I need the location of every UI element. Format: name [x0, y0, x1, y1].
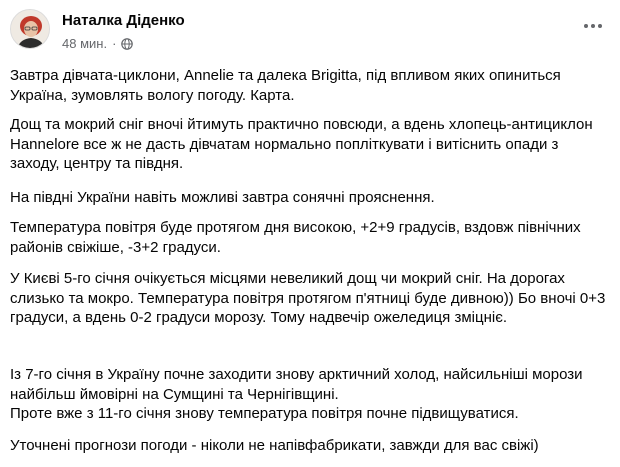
post-paragraph: У Києві 5-го січня очікується місцями невеликий дощ чи мокрий сніг. На дорогах слизько та мокро. Температура повітря протягом п'ятниці буде дивною)) Бо вночі 0+3 градуси, а вдень 0-2 градуси морозу. Тому надвечір ожеледиця зміцніє.: [10, 270, 606, 326]
author-avatar[interactable]: [10, 9, 50, 49]
meta-separator: ·: [112, 36, 117, 51]
post-paragraph: Уточнені прогнози погоди - ніколи не напівфабрикати, завжди для вас свіжі): [10, 437, 539, 454]
post-meta: [62, 36, 133, 51]
more-options-button[interactable]: [578, 11, 608, 41]
post-paragraph: Дощ та мокрий сніг вночі йтимуть практично повсюди, а вдень хлопець-антициклон Hannelore все ж не дасть дівчатам нормально попліткувати і витіснить опади з заходу, центру та півдня.: [10, 116, 593, 172]
ellipsis-icon: [583, 23, 603, 29]
post-paragraph: Завтра дівчата-циклони, Annelie та далека Brigitta, під впливом яких опиниться Україна, зумовлять вологу погоду. Карта.: [10, 67, 561, 104]
post-time[interactable]: 48 мин.: [62, 36, 108, 51]
post-header: [10, 9, 610, 55]
globe-icon[interactable]: [121, 38, 133, 50]
post-paragraph: Із 7-го січня в Україну почне заходити знову арктичний холод, найсильніші морози найбільш ймовірні на Сумщині та Чернігівщині. Проте вже з 11-го січня знову температура повітря почне підвищуватися.: [10, 366, 583, 422]
post-paragraph: На півдні України навіть можливі завтра сонячні прояснення.: [10, 189, 435, 206]
author-name[interactable]: Наталка Діденко: [62, 12, 185, 29]
post-paragraph: Температура повітря буде протягом дня високою, +2+9 градусів, вздовж північних районів свіжіше, -3+2 градуси.: [10, 219, 581, 256]
avatar-photo: [11, 10, 50, 49]
